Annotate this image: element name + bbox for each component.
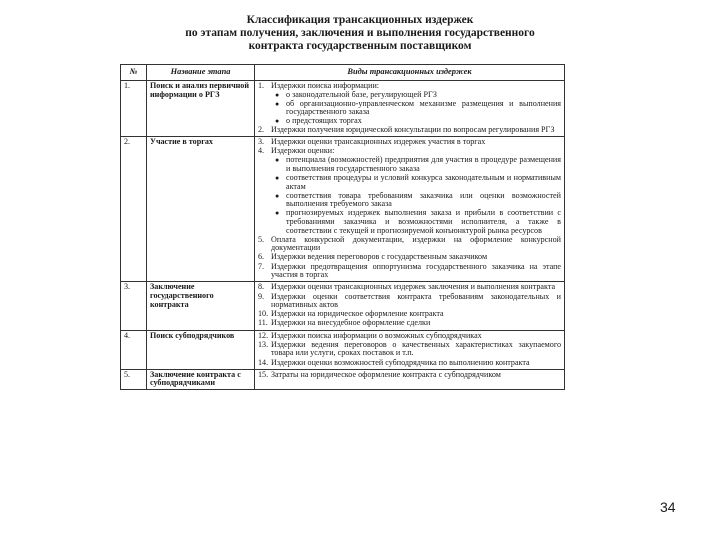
cost-item-number: 11. — [258, 318, 268, 328]
bullet-icon: ● — [275, 99, 280, 108]
row-number: 5. — [121, 369, 147, 390]
classification-table — [120, 64, 565, 390]
header-number: № — [121, 65, 147, 81]
stage-name: Заключение контракта с субподрядчиками — [147, 369, 255, 390]
cost-subitem-text: о предстоящих торгах — [286, 116, 362, 126]
cost-item-number: 7. — [258, 261, 265, 271]
bullet-icon: ● — [275, 117, 280, 126]
cost-subitem-text: о законодательной базе, регулирующей РГЗ — [286, 89, 437, 99]
cost-item — [258, 263, 561, 281]
cost-item-number: 4. — [258, 146, 265, 156]
cost-item-text: Оплата конкурсной документации, издержки на оформление конкурсной документации — [271, 234, 561, 253]
table-header-row — [121, 65, 565, 81]
stage-name: Участие в торгах — [147, 137, 255, 282]
cost-types — [255, 330, 565, 369]
table-row — [121, 282, 565, 330]
cost-item — [258, 319, 561, 328]
cost-item — [258, 371, 561, 380]
cost-item-number: 15. — [258, 369, 269, 379]
cost-types — [255, 137, 565, 282]
header-stage: Название этапа — [147, 65, 255, 81]
cost-item-number: 10. — [258, 309, 269, 319]
cost-item-text: Издержки ведения переговоров о качественных характеристиках закупаемого товара или услуги, сроках поставок и т.п. — [271, 339, 561, 358]
page-title — [120, 14, 600, 53]
cost-item-text: Издержки на юридическое оформление контракта — [271, 309, 444, 319]
table-row — [121, 80, 565, 136]
table-row — [121, 137, 565, 282]
table-row — [121, 330, 565, 369]
bullet-icon: ● — [275, 191, 280, 200]
cost-item-number: 12. — [258, 330, 269, 340]
cost-item — [258, 293, 561, 311]
cost-subitem-text: прогнозируемых издержек выполнения заказа и прибыли в соответствии с требованиями заказчика и возможностями исполнителя, а также в соответствии с текущей и прогнозируемой конъюнктурой рынка ресурсов — [286, 208, 561, 235]
cost-item-number: 6. — [258, 252, 265, 262]
stage-name: Заключение государственного контракта — [147, 282, 255, 330]
cost-item-number: 14. — [258, 357, 269, 367]
page-number: 34 — [660, 499, 676, 515]
cost-item-number: 8. — [258, 282, 265, 292]
cost-item-number: 13. — [258, 339, 269, 349]
cost-item-text: Издержки оценки: — [271, 146, 335, 156]
row-number: 4. — [121, 330, 147, 369]
cost-subitem-text: соответствия процедуры и условий конкурса законодательным и нормативным актам — [286, 172, 561, 191]
cost-item — [258, 126, 561, 135]
cost-types — [255, 282, 565, 330]
cost-subitem — [258, 100, 561, 118]
cost-item-number: 2. — [258, 125, 265, 135]
cost-subitem — [258, 192, 561, 210]
cost-item-number: 9. — [258, 291, 265, 301]
row-number: 1. — [121, 80, 147, 136]
cost-item-number: 5. — [258, 234, 265, 244]
cost-subitem-text: соответствия товара требованиям заказчика или оценки возможностей выполнения требуемого заказа — [286, 190, 561, 209]
cost-item-text: Издержки поиска информации о возможных субподрядчиках — [271, 330, 482, 340]
cost-item-text: Издержки предотвращения оппортунизма государственного заказчика на этапе участия в торгах — [271, 261, 561, 280]
cost-item-text: Издержки оценки трансакционных издержек участия в торгах — [271, 137, 486, 147]
cost-item — [258, 236, 561, 254]
stage-name: Поиск и анализ первичной информации о РГЗ — [147, 80, 255, 136]
cost-item — [258, 341, 561, 359]
bullet-icon: ● — [275, 90, 280, 99]
table-row — [121, 369, 565, 390]
cost-item-text: Издержки на внесудебное оформление сделки — [271, 318, 431, 328]
title-line-1: Классификация трансакционных издержек — [246, 14, 474, 26]
bullet-icon: ● — [275, 156, 280, 165]
cost-item-text: Издержки оценки возможностей субподрядчика по выполнению контракта — [271, 357, 530, 367]
stage-name: Поиск субподрядчиков — [147, 330, 255, 369]
cost-types — [255, 80, 565, 136]
cost-item-number: 1. — [258, 80, 265, 90]
cost-types — [255, 369, 565, 390]
cost-item-text: Издержки получения юридической консультации по вопросам регулирования РГЗ — [271, 125, 555, 135]
cost-item-text: Издержки оценки соответствия контракта требованиям законодательных и нормативных актов — [271, 291, 561, 310]
cost-item-text: Затраты на юридическое оформление контракта с субподрядчиком — [271, 369, 501, 379]
bullet-icon: ● — [275, 173, 280, 182]
cost-subitem — [258, 156, 561, 174]
cost-item-text: Издержки ведения переговоров с государственным заказчиком — [271, 252, 488, 262]
cost-item — [258, 359, 561, 368]
cost-subitem-text: об организационно-управленческом механизме размещения и выполнения государственного заказа — [286, 98, 561, 117]
cost-subitem — [258, 209, 561, 235]
title-line-3: контракта государственным поставщиком — [248, 40, 472, 52]
row-number: 2. — [121, 137, 147, 282]
bullet-icon: ● — [275, 209, 280, 218]
cost-subitem — [258, 174, 561, 192]
cost-item-number: 3. — [258, 137, 265, 147]
cost-item-text: Издержки поиска информации: — [271, 80, 380, 90]
cost-subitem-text: потенциала (возможностей) предприятия для участия в процедуре размещения и выполнения государственного заказа — [286, 155, 561, 174]
title-line-2: по этапам получения, заключения и выполнения государственного — [185, 27, 535, 39]
header-costs: Виды трансакционных издержек — [255, 65, 565, 81]
row-number: 3. — [121, 282, 147, 330]
table-body — [121, 80, 565, 389]
cost-item-text: Издержки оценки трансакционных издержек заключения и выполнения контракта — [271, 282, 556, 292]
